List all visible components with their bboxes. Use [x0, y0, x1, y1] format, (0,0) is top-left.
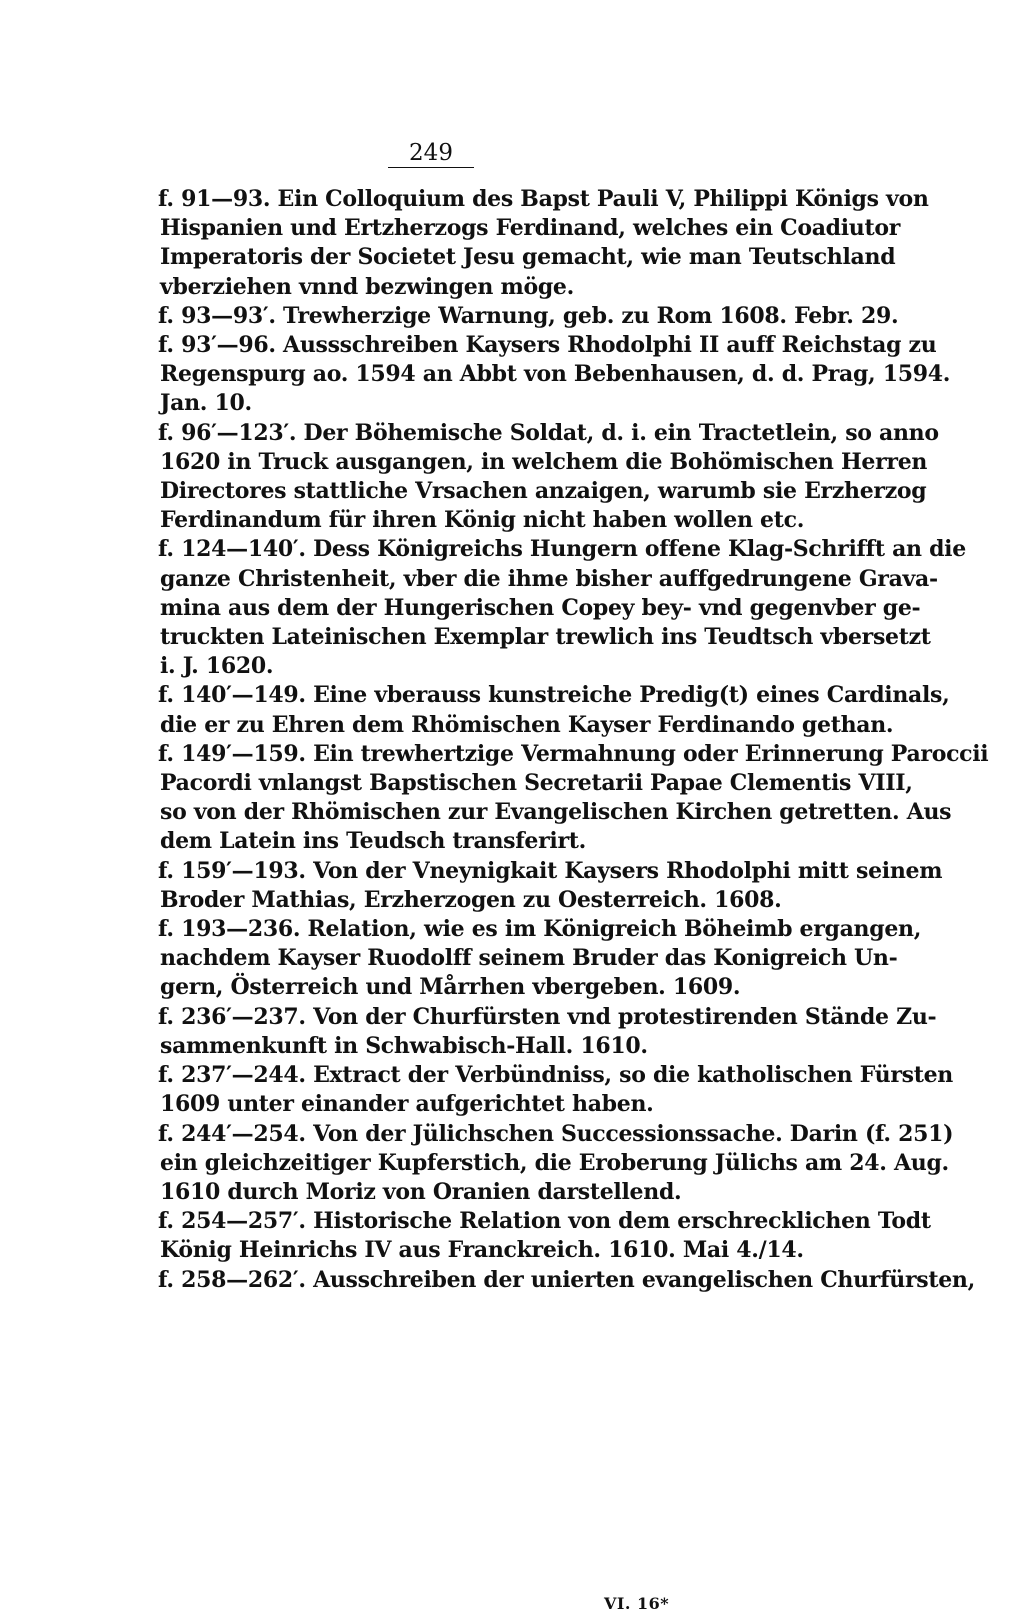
catalog-entry: [158, 302, 899, 331]
catalog-entry: [158, 1207, 931, 1265]
catalog-entry: [158, 1061, 953, 1119]
signature-mark: VI. 16*: [604, 1594, 670, 1613]
entry-continuation-line: Broder Mathias, Erzherzogen zu Oesterreich. 1608.: [160, 886, 782, 913]
entry-first-line: f. 244′—254. Von der Jülichschen Successionssache. Darin (f. 251): [158, 1120, 954, 1147]
entry-first-line: f. 93—93′. Trewherzige Warnung, geb. zu Rom 1608. Febr. 29.: [158, 302, 899, 329]
catalog-entry: [158, 1266, 975, 1295]
entry-continuation-line: mina aus dem der Hungerischen Copey bey- vnd gegenvber ge-: [160, 594, 921, 621]
entry-first-line: f. 124—140′. Dess Königreichs Hungern offene Klag-Schrifft an die: [158, 536, 966, 563]
entry-continuation-line: so von der Rhömischen zur Evangelischen Kirchen getretten. Aus: [160, 799, 952, 826]
entry-continuation-line: gern, Österreich und Mårrhen vbergeben. 1609.: [160, 974, 741, 1001]
entry-continuation-line: König Heinrichs IV aus Franckreich. 1610. Mai 4./14.: [160, 1237, 804, 1264]
entry-continuation-line: Pacordi vnlangst Bapstischen Secretarii Papae Clementis VIII,: [160, 770, 913, 797]
catalog-entry: [158, 681, 950, 739]
catalog-entry: [158, 1120, 954, 1208]
page-number-rule: [388, 167, 474, 168]
entry-first-line: f. 193—236. Relation, wie es im Königreich Böheimb ergangen,: [158, 916, 922, 943]
entry-first-line: f. 96′—123′. Der Böhemische Soldat, d. i. ein Tractetlein, so anno: [158, 419, 939, 446]
catalog-entry: [158, 740, 989, 857]
catalog-entry: [158, 535, 966, 681]
entry-continuation-line: 1620 in Truck ausgangen, in welchem die Bohömischen Herren: [160, 448, 928, 475]
entry-first-line: f. 149′—159. Ein trewhertzige Vermahnung oder Erinnerung Paroccii: [158, 740, 989, 767]
entry-continuation-line: 1609 unter einander aufgerichtet haben.: [160, 1091, 654, 1118]
entry-continuation-line: die er zu Ehren dem Rhömischen Kayser Ferdinando gethan.: [160, 711, 894, 738]
entry-continuation-line: ganze Christenheit, vber die ihme bisher auffgedrungene Grava-: [160, 565, 938, 592]
catalog-entry: [158, 857, 943, 915]
entry-continuation-line: ein gleichzeitiger Kupferstich, die Eroberung Jülichs am 24. Aug.: [160, 1149, 949, 1176]
entry-continuation-line: i. J. 1620.: [160, 653, 274, 680]
entry-first-line: f. 258—262′. Ausschreiben der unierten evangelischen Churfürsten,: [158, 1266, 975, 1293]
entry-first-line: f. 159′—193. Von der Vneynigkait Kaysers Rhodolphi mitt seinem: [158, 857, 943, 884]
entry-continuation-line: truckten Lateinischen Exemplar trewlich ins Teudtsch vbersetzt: [160, 624, 931, 651]
catalog-entry: [158, 185, 929, 302]
entry-continuation-line: Hispanien und Ertzherzogs Ferdinand, welches ein Coadiutor: [160, 215, 901, 242]
entry-first-line: f. 237′—244. Extract der Verbündniss, so die katholischen Fürsten: [158, 1062, 953, 1089]
entry-continuation-line: vberziehen vnnd bezwingen möge.: [160, 273, 574, 300]
entry-continuation-line: Imperatoris der Societet Jesu gemacht, wie man Teutschland: [160, 244, 896, 271]
entry-first-line: f. 93′—96. Aussschreiben Kaysers Rhodolphi II auff Reichstag zu: [158, 332, 937, 359]
entry-continuation-line: Regenspurg ao. 1594 an Abbt von Bebenhausen, d. d. Prag, 1594.: [160, 361, 951, 388]
catalog-entry: [158, 419, 939, 536]
page-number: 249: [409, 140, 453, 166]
entry-first-line: f. 236′—237. Von der Churfürsten vnd protestirenden Stände Zu-: [158, 1003, 937, 1030]
catalog-entry: [158, 1003, 937, 1061]
entry-continuation-line: Ferdinandum für ihren König nicht haben wollen etc.: [160, 507, 805, 534]
catalog-entries: [158, 185, 989, 1295]
entry-first-line: f. 91—93. Ein Colloquium des Bapst Pauli V, Philippi Königs von: [158, 186, 929, 212]
entry-first-line: f. 254—257′. Historische Relation von dem erschrecklichen Todt: [158, 1208, 931, 1235]
entry-continuation-line: nachdem Kayser Ruodolff seinem Bruder das Konigreich Un-: [160, 945, 898, 972]
catalog-entry: [158, 915, 922, 1003]
entry-first-line: f. 140′—149. Eine vberauss kunstreiche Predig(t) eines Cardinals,: [158, 682, 950, 709]
entry-continuation-line: sammenkunft in Schwabisch-Hall. 1610.: [160, 1032, 648, 1059]
entry-continuation-line: Jan. 10.: [160, 390, 252, 417]
entry-continuation-line: dem Latein ins Teudsch transferirt.: [160, 828, 586, 855]
catalog-entry: [158, 331, 951, 419]
entry-continuation-line: 1610 durch Moriz von Oranien darstellend.: [160, 1178, 682, 1205]
entry-continuation-line: Directores stattliche Vrsachen anzaigen, warumb sie Erzherzog: [160, 478, 927, 505]
